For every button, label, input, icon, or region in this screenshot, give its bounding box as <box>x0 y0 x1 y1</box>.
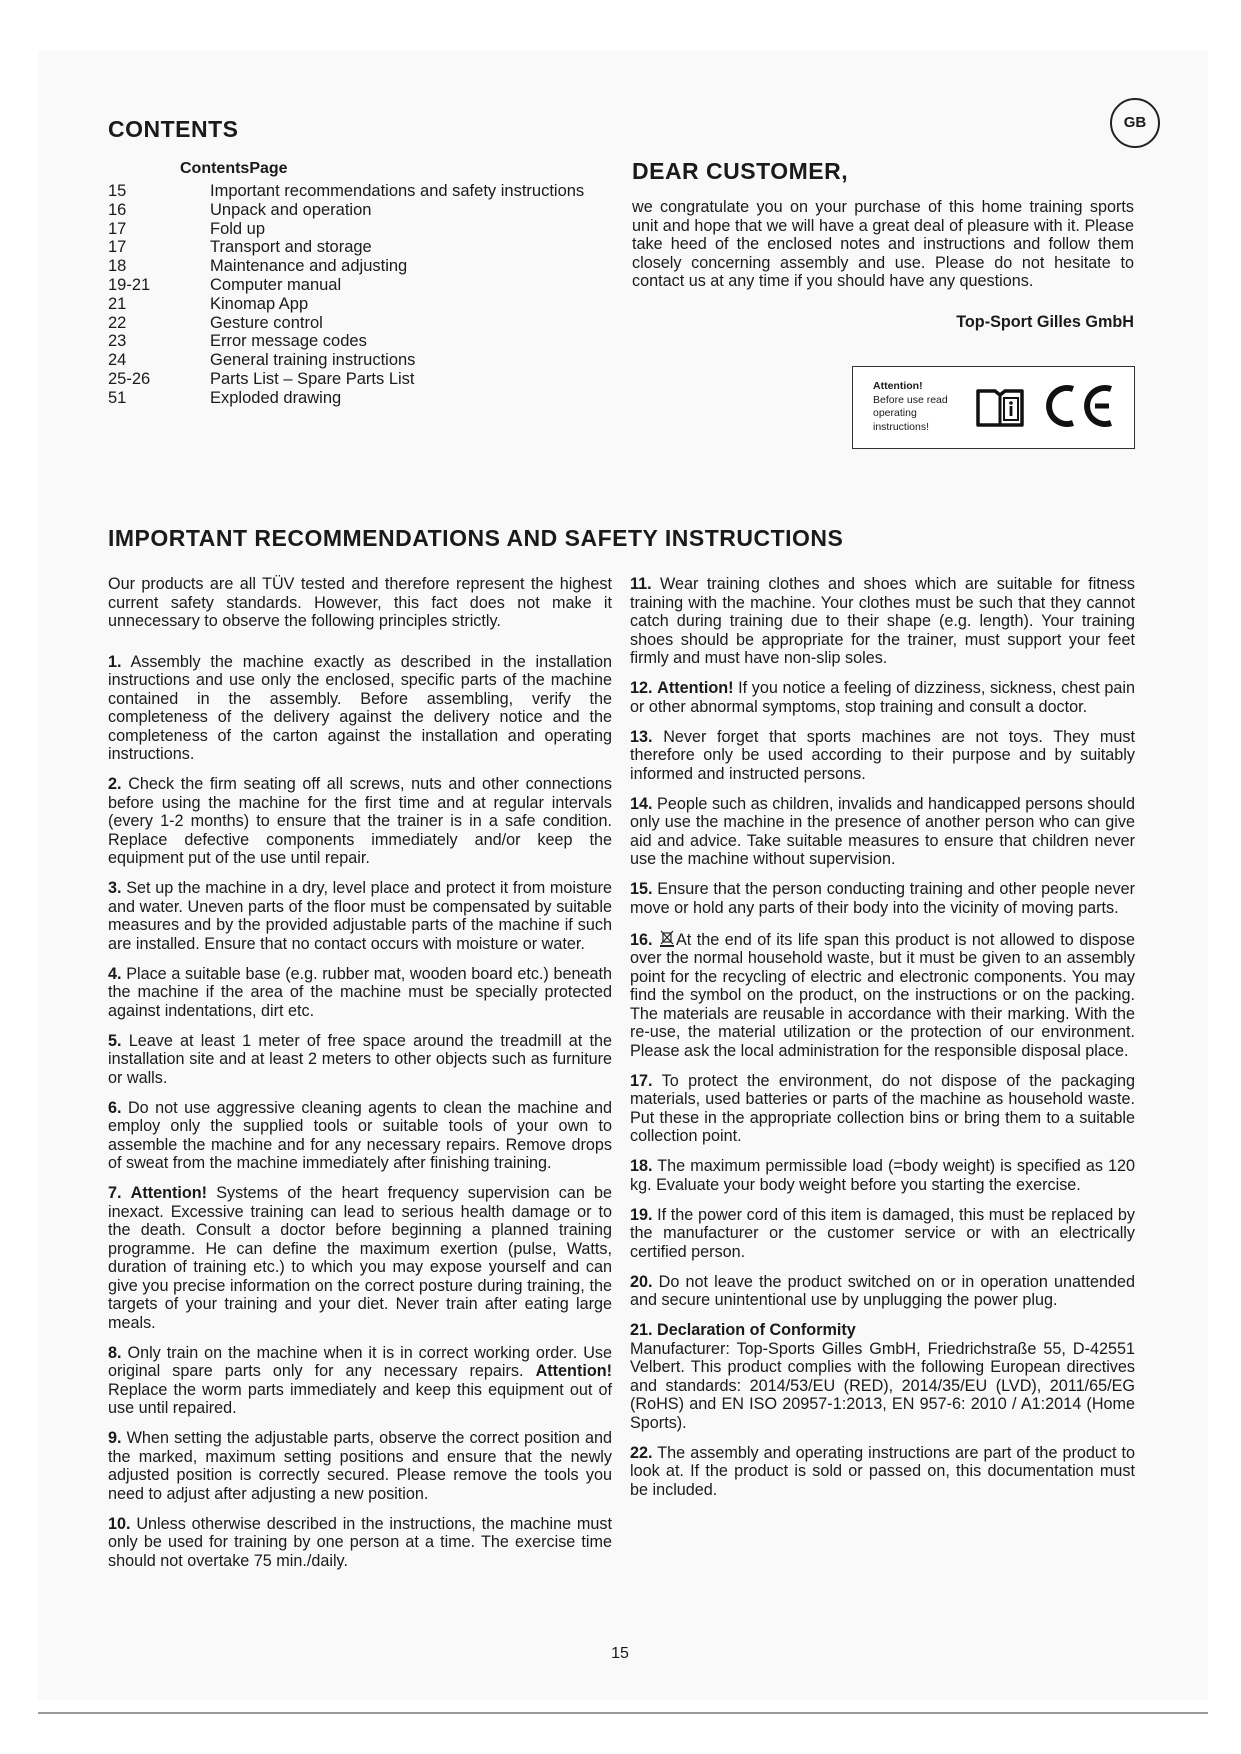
item-number: 11. <box>630 575 652 593</box>
item-lead: Attention! <box>535 1362 612 1380</box>
ce-mark-icon <box>1043 381 1118 431</box>
item-text: Ensure that the person conducting training and other people never move or hold any parts of their body into the vicinity of moving parts. <box>630 880 1135 917</box>
toc-label: Important recommendations and safety instructions <box>210 182 585 200</box>
item-text: Manufacturer: Top-Sports Gilles GmbH, Friedrichstraße 55, D-42551 Velbert. This product complies with the following European directives and standards: 2014/53/EU (RED), 2014/35/EU (LVD), 2011/65/EG (RoHS) and EN ISO 20957-1:2013, EN 957-6: 2010 / A1:2014 (Home Sports). <box>630 1339 1135 1432</box>
toc-page: 19-21 <box>108 275 151 294</box>
toc-header: ContentsPage <box>180 160 288 177</box>
item-number: 20. <box>630 1272 653 1291</box>
toc-row <box>108 332 628 351</box>
safety-item <box>108 1344 612 1418</box>
toc-page: 18 <box>108 257 127 276</box>
toc-row <box>108 314 628 333</box>
item-number: 15. <box>630 880 653 898</box>
item-number: 21. <box>630 1321 653 1339</box>
contents-title: CONTENTS <box>108 116 239 142</box>
item-text: Wear training clothes and shoes which are suitable for fitness training with the machine. Your clothes must be such that they cannot catch during training due to their shape (e.g. length). Your training shoes should be appropriate for the trainer, must support your feet firmly and must have non-slip soles. <box>630 575 1135 667</box>
item-lead: Attention! <box>657 679 734 697</box>
toc-label: Parts List – Spare Parts List <box>210 369 415 388</box>
item-number: 18. <box>630 1157 653 1175</box>
item-text: The maximum permissible load (=body weight) is specified as 120 kg. Evaluate your body weight before you starting the exercise. <box>630 1157 1135 1194</box>
toc-label: General training instructions <box>210 351 416 370</box>
table-of-contents <box>108 182 628 408</box>
safety-item <box>108 1099 612 1173</box>
item-number: 12. <box>630 679 653 697</box>
item-text: If the power cord of this item is damaged, this must be replaced by the manufacturer or the customer service or with an electrically certified person. <box>630 1205 1136 1261</box>
toc-row <box>108 389 628 408</box>
toc-row <box>108 351 628 370</box>
toc-row <box>108 295 628 314</box>
toc-page: 17 <box>108 238 127 257</box>
item-number: 17. <box>630 1071 653 1090</box>
item-text: Do not use aggressive cleaning agents to clean the machine and employ only the supplied tools or suitable tools of your own to assemble the machine and for any necessary repairs. Remove drops of sweat from the machine immediately after finishing training. <box>108 1098 612 1172</box>
item-text: Check the firm seating off all screws, nuts and other connections before using the machine for the first time and at regular intervals (every 1-2 months) to ensure that the trainer is in a safe condition. Replace defective components immediately and/or keep the equipment put of the use until repair. <box>108 775 613 867</box>
item-number: 13. <box>630 727 653 746</box>
toc-row <box>108 238 628 257</box>
item-text: To protect the environment, do not dispose of the packaging materials, used batteries or parts of the machine as household waste. Put these in the appropriate collection bins or bring them to a suitable collection point. <box>630 1071 1135 1145</box>
toc-label: Transport and storage <box>210 238 372 257</box>
item-text: Set up the machine in a dry, level place and protect it from moisture and water. Uneven parts of the floor must be compensated by suitable measures and by the provided adjustable parts of the machine if such are installed. Ensure that no contact occurs with moisture or water. <box>108 879 613 953</box>
item-text: Never forget that sports machines are not toys. They must therefore only be used according to their purpose and by suitably informed and instructed persons. <box>630 727 1135 783</box>
safety-item <box>108 1429 612 1503</box>
toc-page: 24 <box>108 351 127 370</box>
item-number: 10. <box>108 1514 131 1533</box>
toc-page: 23 <box>108 332 127 351</box>
operating-manual-icon <box>975 385 1025 429</box>
attention-body: Before use read operating instructions! <box>873 393 948 433</box>
toc-label: Fold up <box>210 219 266 238</box>
item-number: 3. <box>108 879 122 897</box>
dear-customer-title: DEAR CUSTOMER, <box>632 158 849 184</box>
page-number: 15 <box>611 1645 629 1662</box>
attention-notice-text <box>873 380 958 434</box>
attention-notice-box <box>852 366 1135 449</box>
item-number: 5. <box>108 1031 122 1050</box>
dear-customer-signature: Top-Sport Gilles GmbH <box>956 313 1134 331</box>
item-text: Assembly the machine exactly as described in the installation instructions and use only the enclosed, specific parts of the machine contained in the assembly. Before assembling, verify the completeness of the delivery against the delivery notice and the completeness of the carton against the installation and operating instructions. <box>108 652 612 763</box>
item-number: 22. <box>630 1443 653 1462</box>
toc-label: Exploded drawing <box>210 388 342 407</box>
item-text: Only train on the machine when it is in correct working order. Use original spare parts only for any necessary repairs. <box>108 1343 612 1380</box>
item-text: Systems of the heart frequency supervision can be inexact. Excessive training can lead to serious health damage or to the death. Consult a doctor before beginning a planned training programme. He can define the maximum exertion (pulse, Watts, duration of training etc.) to which you may expose yourself and can give you precise information on the correct posture during training, the targets of your training and your diet. Never train after eating large meals. <box>108 1184 613 1332</box>
safety-item <box>108 1515 612 1571</box>
safety-item <box>630 1072 1135 1146</box>
safety-item <box>630 679 1135 716</box>
toc-page: 15 <box>108 182 127 200</box>
language-badge: GB <box>1110 98 1160 148</box>
safety-item <box>108 653 612 764</box>
item-number: 2. <box>108 775 122 793</box>
toc-label: Error message codes <box>210 332 367 351</box>
bottom-rule <box>38 1712 1208 1714</box>
item-number: 9. <box>108 1429 122 1447</box>
item-lead: Declaration of Conformity <box>657 1321 856 1339</box>
dear-customer-body: we congratulate you on your purchase of this home training sports unit and hope that we will have a great deal of pleasure with it. Please take heed of the enclosed notes and instructions and follow them closely concerning assembly and use. Please do not hesitate to contact us at any time if you should have any questions. <box>632 198 1134 291</box>
item-text: Place a suitable base (e.g. rubber mat, wooden board etc.) beneath the machine if the area of the machine must be specially protected against indentations, dirt etc. <box>108 964 612 1020</box>
safety-item <box>630 1206 1135 1262</box>
safety-item <box>630 1444 1135 1500</box>
item-text: The assembly and operating instructions are part of the product to look at. If the product is sold or passed on, this documentation must be included. <box>630 1443 1135 1499</box>
toc-label: Computer manual <box>210 275 342 294</box>
item-number: 1. <box>108 652 122 671</box>
toc-row <box>108 201 628 220</box>
item-number: 14. <box>630 794 653 813</box>
item-text: People such as children, invalids and handicapped persons should only use the machine in the presence of another person who can give aid and advice. Take suitable measures to ensure that children never use the machine without supervision. <box>630 794 1135 868</box>
item-text: Leave at least 1 meter of free space around the treadmill at the installation site and at least 2 meters to other objects such as furniture or walls. <box>108 1031 612 1087</box>
toc-page: 17 <box>108 219 127 238</box>
item-text: At the end of its life span this product is not allowed to dispose over the normal household waste, but it must be given to an assembly point for the recycling of electric and electronic components. You may find the symbol on the product, on the instructions or on the packing. The materials are reusable in accordance with their marking. With the re-use, the material utilization or the protection of our environment. Please ask the local administration for the responsible disposal place. <box>630 930 1135 1060</box>
safety-intro: Our products are all TÜV tested and therefore represent the highest current safety standards. However, this fact does not make it unnecessary to observe the following principles strictly. <box>108 575 612 630</box>
attention-title: Attention! <box>873 380 923 392</box>
item-number: 7. <box>108 1184 122 1202</box>
item-text: Do not leave the product switched on or in operation unattended and secure unintentional use by unplugging the power plug. <box>630 1272 1136 1309</box>
toc-page: 21 <box>108 294 127 313</box>
item-number: 4. <box>108 964 122 983</box>
toc-row <box>108 182 628 201</box>
toc-label: Kinomap App <box>210 294 309 313</box>
safety-item <box>630 795 1135 869</box>
safety-item <box>630 880 1135 917</box>
toc-page: 22 <box>108 313 127 332</box>
safety-item <box>108 879 612 953</box>
item-number: 6. <box>108 1098 122 1117</box>
safety-column-left <box>108 575 612 1582</box>
toc-row <box>108 220 628 239</box>
item-text: Unless otherwise described in the instructions, the machine must only be used for training by one person at a time. The exercise time should not overtake 75 min./daily. <box>108 1514 612 1570</box>
safety-item <box>630 929 1135 1061</box>
item-number: 16. <box>630 930 653 949</box>
toc-page: 25-26 <box>108 369 151 388</box>
toc-row <box>108 257 628 276</box>
crossed-bin-icon <box>658 929 676 947</box>
toc-label: Gesture control <box>210 313 323 332</box>
safety-item <box>630 1157 1135 1194</box>
safety-item <box>630 1321 1135 1432</box>
toc-page: 51 <box>108 388 127 407</box>
safety-column-right <box>630 575 1135 1511</box>
item-text: Replace the worm parts immediately and keep this equipment out of use until repaired. <box>108 1380 612 1417</box>
safety-item <box>630 728 1135 784</box>
toc-label: Maintenance and adjusting <box>210 257 408 276</box>
toc-row <box>108 370 628 389</box>
item-text: When setting the adjustable parts, observe the correct position and the marked, maximum setting positions and ensure that the newly adjusted position is correctly secured. Please remove the tools you need to adjust after adjusting a new position. <box>108 1429 612 1503</box>
item-lead: Attention! <box>130 1184 208 1202</box>
item-number: 19. <box>630 1205 653 1224</box>
safety-item <box>630 1273 1135 1310</box>
item-text: If you notice a feeling of dizziness, sickness, chest pain or other abnormal symptoms, stop training and consult a doctor. <box>630 679 1136 716</box>
safety-item <box>108 775 612 868</box>
item-number: 8. <box>108 1343 122 1362</box>
safety-item <box>108 1184 612 1332</box>
toc-row <box>108 276 628 295</box>
toc-page: 16 <box>108 200 127 219</box>
safety-item <box>108 1032 612 1088</box>
safety-title: IMPORTANT RECOMMENDATIONS AND SAFETY INSTRUCTIONS <box>108 525 844 551</box>
toc-label: Unpack and operation <box>210 200 372 219</box>
safety-item <box>108 965 612 1021</box>
safety-item <box>630 575 1135 668</box>
